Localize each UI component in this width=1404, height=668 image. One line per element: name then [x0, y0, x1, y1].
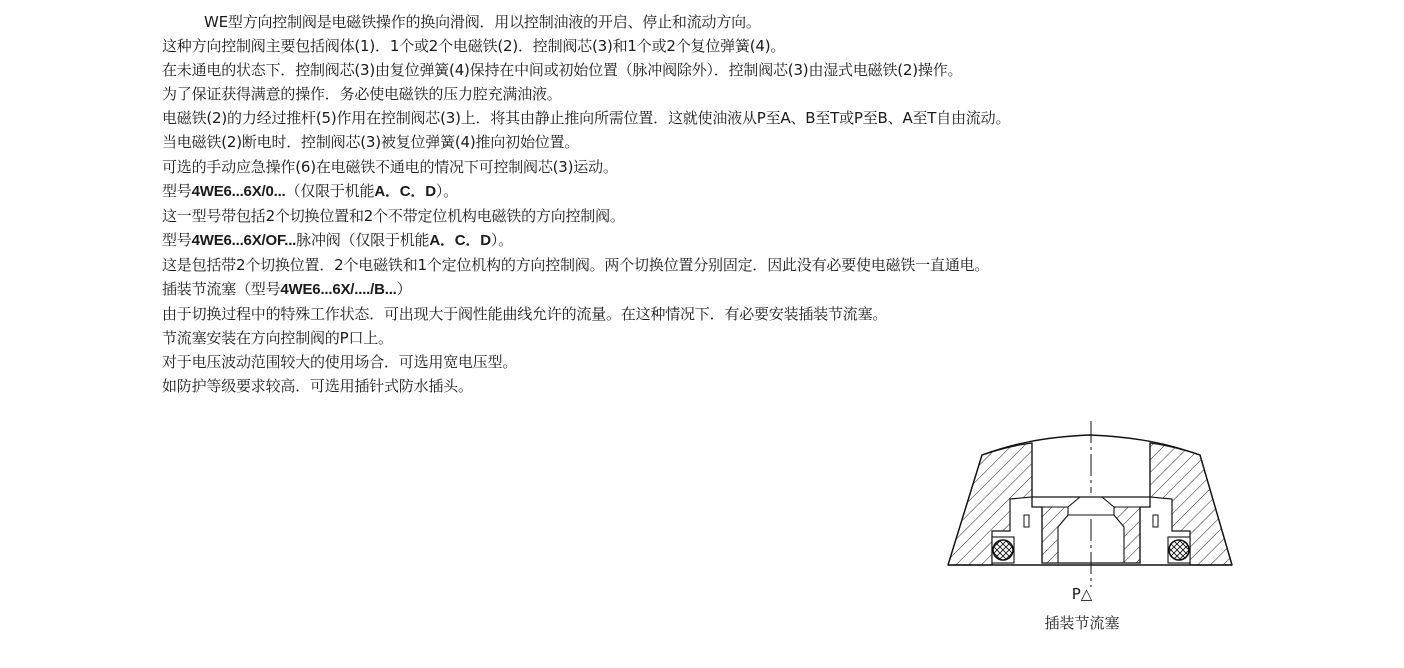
- document-body: [162, 10, 1362, 399]
- paragraph-unpowered-state: 在未通电的状态下．控制阀芯(3)由复位弹簧(4)保持在中间或初始位置（脉冲阀除外）．控制阀芯(3)由湿式电磁铁(2)操作。: [162, 61, 963, 80]
- model-0-code: 4WE6...6X/0...: [191, 182, 286, 200]
- figure-caption: 插装节流塞: [1044, 614, 1120, 632]
- paragraph-p-port: 节流塞安装在方向控制阀的P口上。: [162, 329, 393, 348]
- paragraph-intro: WE型方向控制阀是电磁铁操作的换向滑阀．用以控制油液的开启、停止和流动方向。: [204, 13, 761, 31]
- throttle-insert-figure: [940, 415, 1240, 645]
- throttle-code: 4WE6...6X/..../B...: [280, 281, 397, 299]
- paragraph-model-of: [162, 228, 1362, 253]
- port-label: P△: [1071, 585, 1093, 603]
- model-of-mid: 脉冲阀（仅限于机能: [296, 230, 430, 249]
- throttle-suffix: ）: [396, 280, 412, 299]
- paragraph-pressure-chamber: 为了保证获得满意的操作．务必使电磁铁的压力腔充满油液。: [162, 85, 562, 104]
- paragraph-model-0-desc: 这一型号带包括2个切换位置和2个不带定位机构电磁铁的方向控制阀。: [162, 206, 625, 225]
- model-0-functions: A．C．D: [374, 182, 436, 200]
- paragraph-throttle-insert: [162, 277, 1362, 302]
- model-0-prefix: 型号: [162, 181, 192, 200]
- model-0-suffix: ）。: [435, 181, 458, 200]
- throttle-insert-drawing: [940, 415, 1240, 590]
- paragraph-deenergized: 当电磁铁(2)断电时．控制阀芯(3)被复位弹簧(4)推向初始位置。: [162, 133, 580, 152]
- model-0-mid: （仅限于机能: [285, 181, 375, 200]
- model-of-functions: A．C．D: [429, 231, 491, 249]
- paragraph-model-0: [162, 179, 1362, 204]
- throttle-prefix: 插装节流塞（型号: [162, 280, 281, 299]
- model-of-code: 4WE6...6X/OF...: [191, 231, 297, 249]
- model-of-prefix: 型号: [162, 230, 192, 249]
- paragraph-manual-override: 可选的手动应急操作(6)在电磁铁不通电的情况下可控制阀芯(3)运动。: [162, 157, 618, 176]
- paragraph-wide-voltage: 对于电压波动范围较大的使用场合．可选用宽电压型。: [162, 353, 518, 372]
- paragraph-model-of-desc: 这是包括带2个切换位置．2个电磁铁和1个定位机构的方向控制阀。两个切换位置分别固定．因此没有必要使电磁铁一直通电。: [162, 255, 990, 274]
- paragraph-components: 这种方向控制阀主要包括阀体(1)．1个或2个电磁铁(2)．控制阀芯(3)和1个或2个复位弹簧(4)。: [162, 37, 786, 56]
- paragraph-flow-note: 由于切换过程中的特殊工作状态．可出现大于阀性能曲线允许的流量。在这种情况下．有必要安装插装节流塞。: [162, 305, 888, 324]
- paragraph-solenoid-force: 电磁铁(2)的力经过推杆(5)作用在控制阀芯(3)上．将其由静止推向所需位置．这就使油液从P至A、B至T或P至B、A至T自由流动。: [162, 109, 1011, 128]
- paragraph-waterproof: 如防护等级要求较高．可选用插针式防水插头。: [162, 377, 473, 396]
- model-of-suffix: ）。: [490, 230, 513, 249]
